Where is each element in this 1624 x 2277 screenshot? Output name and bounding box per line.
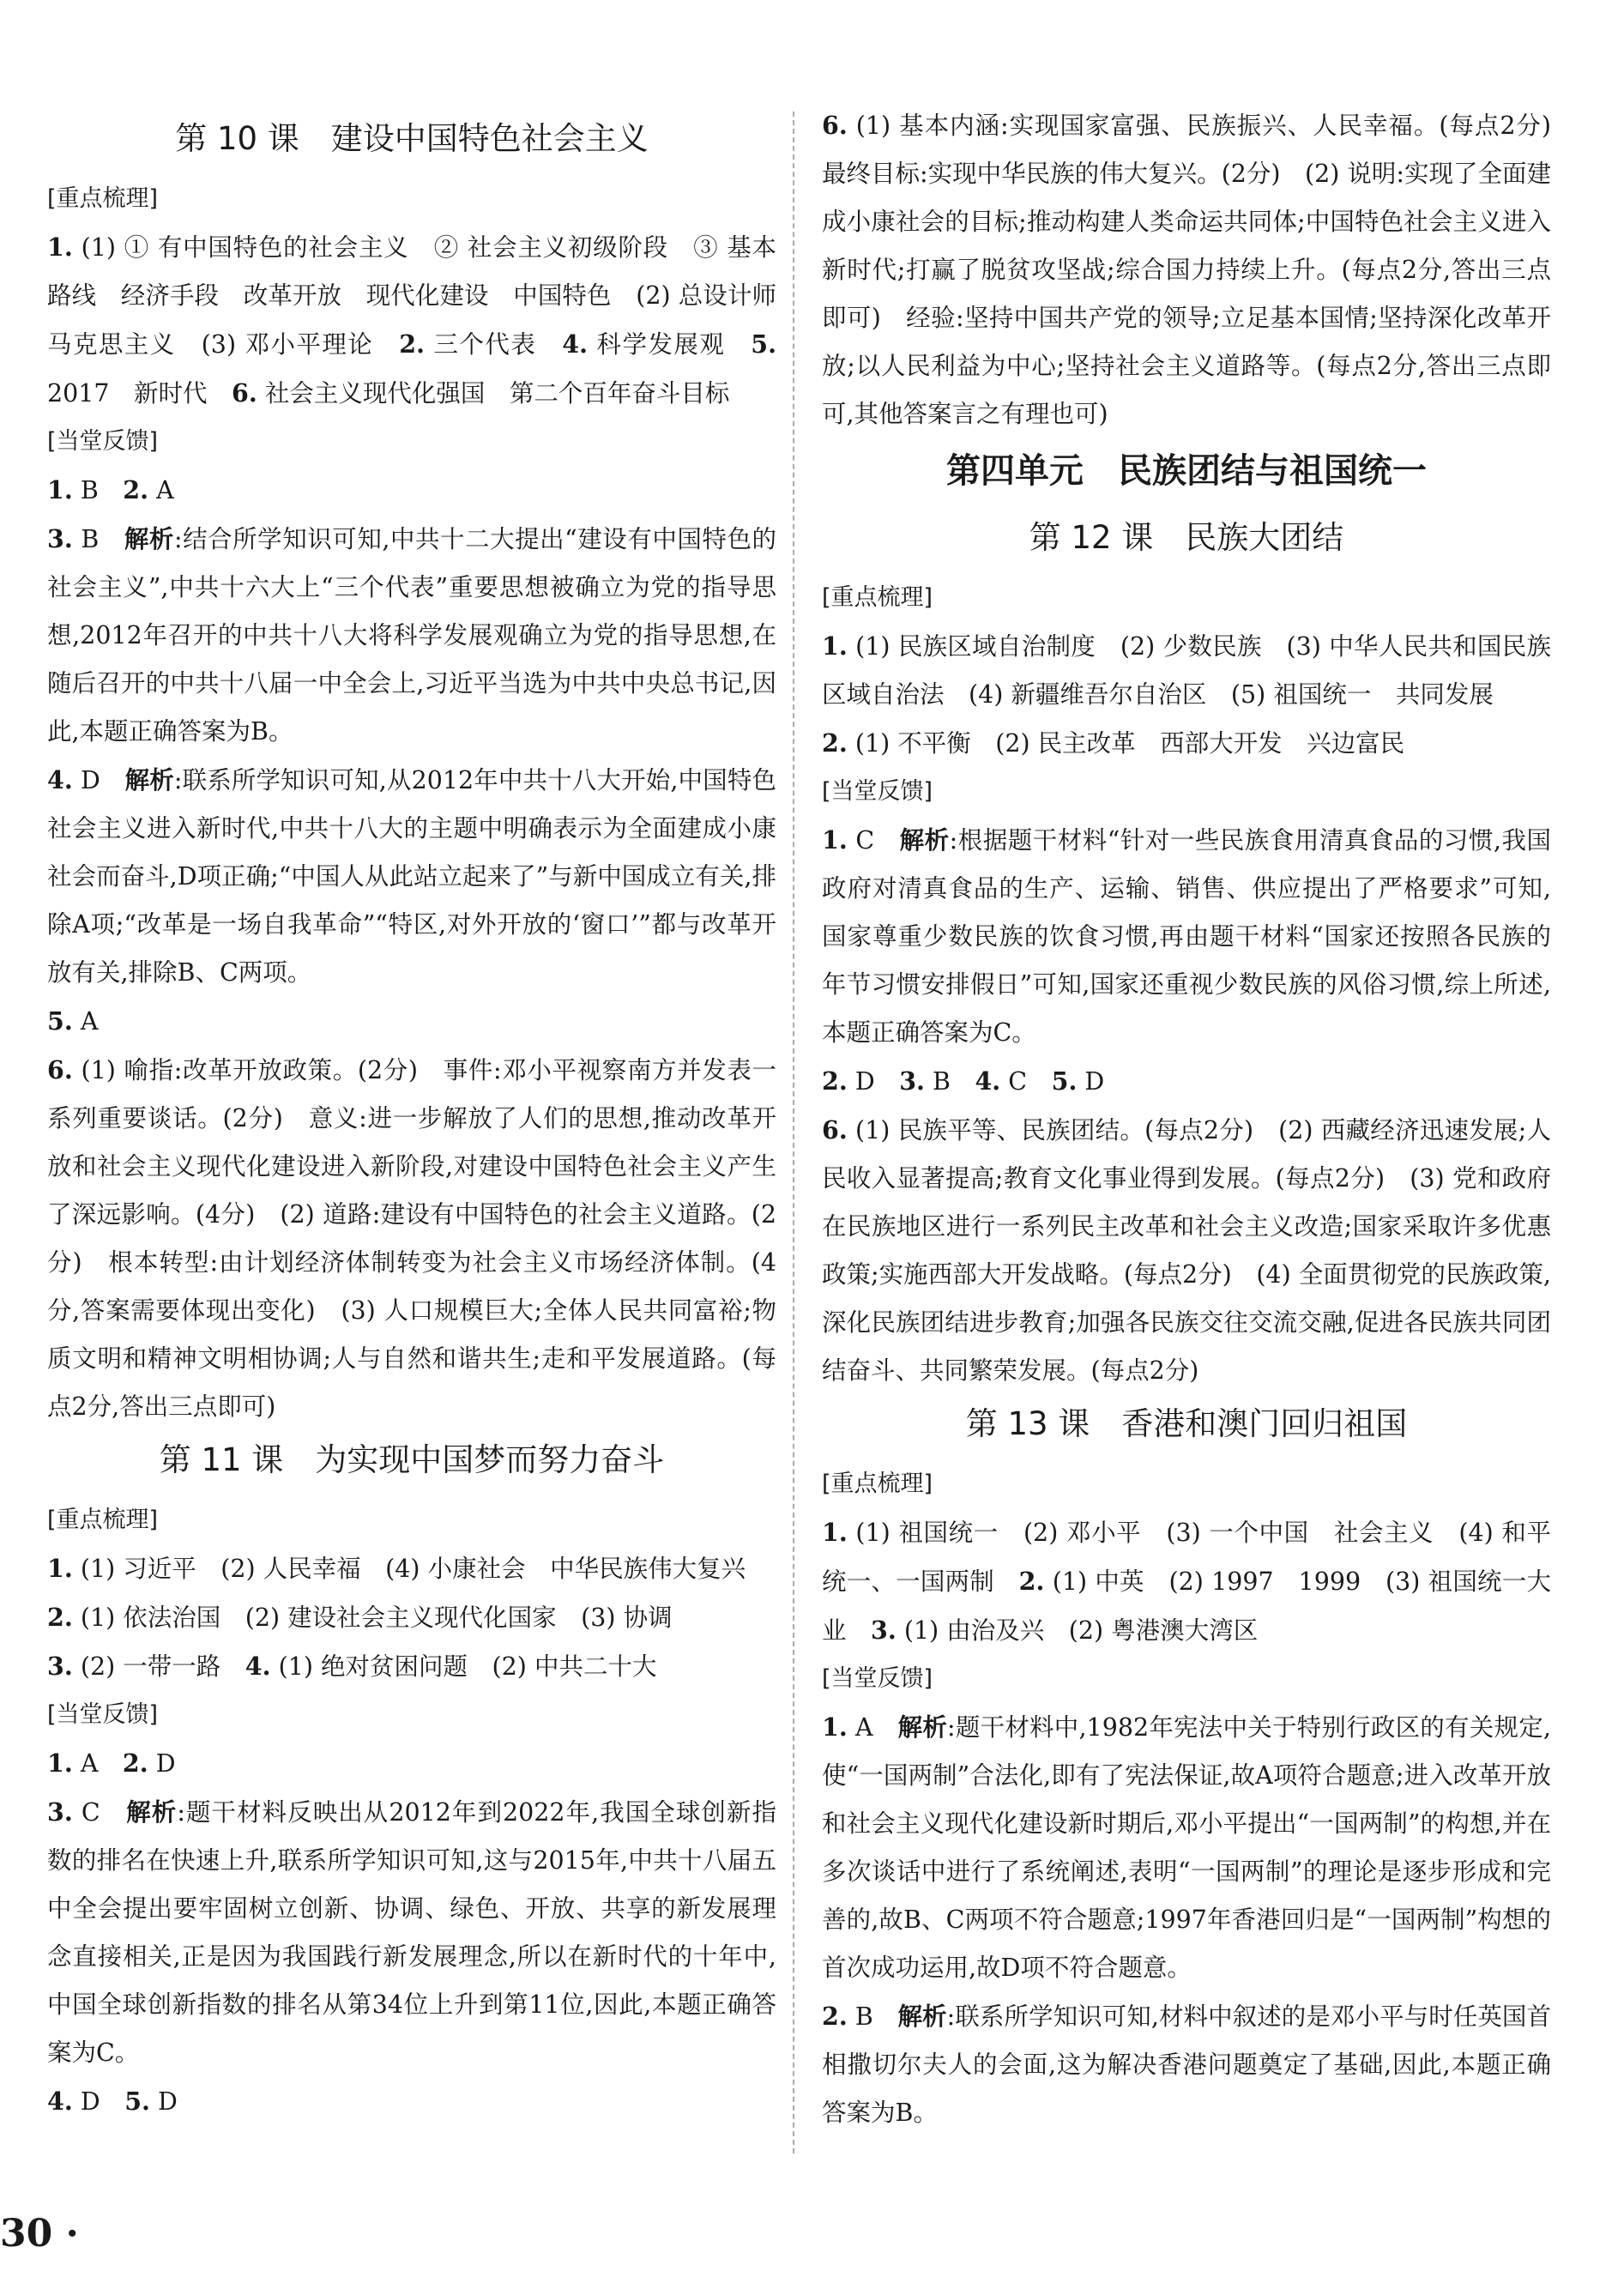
answer-text: B (72, 476, 124, 504)
answer-paragraph (47, 1046, 776, 1431)
question-number: 1. (822, 631, 848, 661)
section-heading: [重点梳理] (822, 1471, 933, 1497)
question-number: 1. (47, 475, 73, 504)
answer-text: (1) ① 有中国特色的社会主义 ② 社会主义初级阶段 ③ 基本路线 经济手段 改革开放 现代化建设 中国特色 (2) 总设计师 马克思主义 (3) 邓小平理论 (47, 233, 801, 359)
answer-text: 三个代表 (425, 330, 563, 359)
question-number: 2. (822, 2002, 848, 2031)
lesson-title: 第 10 课 建设中国特色社会主义 (175, 120, 649, 157)
section-heading: [重点梳理] (822, 584, 933, 611)
answer-paragraph (47, 466, 776, 515)
answer-text: C (1000, 1067, 1052, 1096)
answer-text: (1) 民族平等、民族团结。(每点2分) (2) 西藏经济迅速发展;人民收入显著提高;教育文化事业得到发展。(每点2分) (3) 党和政府在民族地区进行一系列民主改革和社会主义改造;国家采取许多优惠政策;实施西部大开发战略。(每点2分) (4) 全面贯彻党的民族政策,深化民族团结进步教育;加强各民族交往交流交融,促进各民族共同团结奋斗、共同繁荣发展。(每点2分) (822, 1116, 1551, 1385)
answer-text: :题干材料反映出从2012年到2022年,我国全球创新指数的排名在快速上升,联系所学知识可知,这与2015年,中共十八届五中全会提出要牢固树立创新、协调、绿色、开放、共享的新发展理念直接相关,正是因为我国践行新发展理念,所以在新时代的十年中,中国全球创新指数的排名从第34位上升到第11位,因此,本题正确答案为C。 (47, 1798, 776, 2067)
section-heading: [当堂反馈] (822, 1665, 933, 1692)
answer-paragraph (47, 515, 776, 756)
answer-text: (1) 民族区域自治制度 (2) 少数民族 (3) 中华人民共和国民族区域自治法 (4) 新疆维吾尔自治区 (5) 祖国统一 共同发展 (822, 632, 1551, 709)
question-number: 3. (899, 1066, 925, 1096)
question-number: 6. (232, 378, 257, 408)
section-heading: [当堂反馈] (47, 428, 159, 455)
answer-text: :根据题干材料“针对一些民族食用清真食品的习惯,我国政府对清真食品的生产、运输、销售、供应提出了严格要求”可知,国家尊重少数民族的饮食习惯,再由题干材料“国家还按照各民族的年节习惯安排假日”可知,国家还重视少数民族的风俗习惯,综上所述,本题正确答案为C。 (822, 826, 1551, 1047)
question-number: 6. (47, 1055, 73, 1084)
answer-text: (1) 中英 (2) 1997 1999 (3) 祖国统一大业 (822, 1567, 1551, 1645)
question-number: 5. (124, 2087, 150, 2116)
answer-text: :联系所学知识可知,材料中叙述的是邓小平与时任英国首相撒切尔夫人的会面,这为解决香港问题奠定了基础,因此,本题正确答案为B。 (822, 2002, 1551, 2127)
answer-text: D (847, 1067, 900, 1096)
answer-text: (1) 喻指:改革开放政策。(2分) 事件:邓小平视察南方并发表一系列重要谈话。(2分) 意义:进一步解放了人们的思想,推动改革开放和社会主义现代化建设进入新阶段,对建设中国特色社会主义产生了深远影响。(4分) (2) 道路:建设有中国特色的社会主义道路。(2分) 根本转型:由计划经济体制转变为社会主义市场经济体制。(4分,答案需要体现出变化) (3) 人口规模巨大;全体人民共同富裕;物质文明和精神文明相协调;人与自然和谐共生;走和平发展道路。(每点2分,答出三点即可) (47, 1056, 776, 1421)
answer-paragraph (822, 719, 1551, 768)
answer-text: D (72, 766, 125, 794)
question-number: 3. (47, 1652, 73, 1681)
answer-text: D (72, 2087, 125, 2116)
question-number: 6. (822, 1115, 848, 1145)
answer-text: B (847, 2002, 898, 2031)
answer-text: (1) 基本内涵:实现国家富强、民族振兴、人民幸福。(每点2分) 最终目标:实现中华民族的伟大复兴。(2分) (2) 说明:实现了全面建成小康社会的目标;推动构建人类命运共同体;中国特色社会主义进入新时代;打赢了脱贫攻坚战;综合国力持续上升。(每点2分,答出三点即可) 经验:坚持中国共产党的领导;立足基本国情;坚持深化改革开放;以人民利益为中心;坚持社会主义道路等。(每点2分,答出三点即可,其他答案言之有理也可) (822, 112, 1576, 428)
analysis-label: 解析 (126, 1798, 178, 1827)
answer-paragraph (822, 1106, 1551, 1395)
answer-text: C (847, 826, 900, 855)
answer-text: D (148, 1749, 176, 1778)
answer-paragraph (822, 1057, 1551, 1106)
answer-text: C (72, 1798, 127, 1827)
page-number: 30 · (0, 2212, 79, 2256)
question-number: 6. (822, 111, 848, 140)
answer-paragraph (822, 816, 1551, 1057)
question-number: 3. (47, 1797, 73, 1827)
left-column (47, 110, 801, 2126)
question-number: 2. (822, 728, 848, 758)
answer-text: B (72, 525, 124, 553)
question-number: 4. (47, 2087, 73, 2116)
answer-paragraph (822, 101, 1576, 438)
answer-text: 2017 新时代 (47, 379, 232, 408)
answer-paragraph (822, 1703, 1551, 1992)
answer-paragraph (47, 1739, 776, 1788)
answer-text: (2) 一带一路 (72, 1652, 245, 1681)
question-number: 2. (1018, 1567, 1045, 1596)
answer-text: 科学发展观 (588, 330, 752, 359)
answer-text: (1) 祖国统一 (2) 邓小平 (3) 一个中国 社会主义 (4) 和平统一、一国两制 (822, 1519, 1551, 1596)
question-number: 1. (47, 233, 73, 262)
question-number: 1. (822, 825, 848, 855)
answer-text: 社会主义现代化强国 第二个百年奋斗目标 (257, 379, 730, 408)
question-number: 4. (562, 329, 589, 359)
answer-text: (1) 绝对贫困问题 (2) 中共二十大 (270, 1652, 657, 1681)
analysis-label: 解析 (897, 1713, 948, 1742)
analysis-label: 解析 (124, 766, 174, 794)
analysis-label: 解析 (124, 525, 174, 553)
unit-title: 第四单元 民族团结与祖国统一 (946, 451, 1427, 491)
answer-paragraph (47, 756, 776, 997)
answer-text: :结合所学知识可知,中共十二大提出“建设有中国特色的社会主义”,中共十六大上“三个代表”重要思想被确立为党的指导思想,2012年召开的中共十八大将科学发展观确立为党的指导思想,在随后召开的中共十八届一中全会上,习近平当选为中共中央总书记,因此,本题正确答案为B。 (47, 525, 776, 746)
question-number: 4. (245, 1652, 271, 1681)
section-heading: [重点梳理] (47, 185, 159, 212)
answer-paragraph (47, 223, 801, 418)
question-number: 2. (123, 475, 149, 504)
question-number: 5. (47, 1006, 73, 1036)
answer-text: (1) 不平衡 (2) 民主改革 西部大开发 兴边富民 (847, 729, 1405, 758)
lesson-title: 第 12 课 民族大团结 (1029, 519, 1344, 556)
answer-paragraph (47, 1593, 776, 1642)
answer-paragraph (47, 2077, 776, 2126)
question-number: 2. (122, 1749, 148, 1778)
question-number: 1. (47, 1749, 73, 1778)
answer-paragraph (822, 622, 1551, 719)
answer-text: (1) 由治及兴 (2) 粤港澳大湾区 (896, 1616, 1259, 1645)
right-column (822, 101, 1576, 2137)
answer-text: (1) 依法治国 (2) 建设社会主义现代化国家 (3) 协调 (72, 1604, 673, 1632)
question-number: 4. (47, 765, 73, 794)
answer-text: D (1077, 1067, 1105, 1096)
answer-text: D (149, 2087, 178, 2116)
answer-paragraph (47, 997, 776, 1046)
question-number: 1. (822, 1518, 848, 1547)
question-number: 3. (871, 1616, 897, 1645)
section-heading: [重点梳理] (47, 1507, 159, 1533)
answer-paragraph (47, 1788, 776, 2077)
answer-paragraph (47, 1642, 776, 1691)
answer-paragraph (47, 1544, 776, 1593)
lesson-title: 第 13 课 香港和澳门回归祖国 (965, 1405, 1408, 1442)
section-heading: [当堂反馈] (47, 1701, 159, 1728)
answer-text: B (924, 1067, 975, 1096)
answer-text: :题干材料中,1982年宪法中关于特别行政区的有关规定,使“一国两制”合法化,即有了宪法保证,故A项符合题意;进入改革开放和社会主义现代化建设新时期后,邓小平提出“一国两制”的构想,并在多次谈话中进行了系统阐述,表明“一国两制”的理论是逐步形成和完善的,故B、C两项不符合题意;1997年香港回归是“一国两制”构想的首次成功运用,故D项不符合题意。 (822, 1713, 1551, 1982)
question-number: 2. (399, 329, 426, 359)
lesson-title: 第 11 课 为实现中国梦而努力奋斗 (159, 1441, 665, 1478)
analysis-label: 解析 (899, 826, 950, 855)
question-number: 3. (47, 524, 73, 553)
answer-text: A (72, 1007, 99, 1036)
question-number: 4. (975, 1066, 1001, 1096)
answer-text: (1) 习近平 (2) 人民幸福 (4) 小康社会 中华民族伟大复兴 (72, 1555, 746, 1583)
question-number: 5. (751, 329, 777, 359)
analysis-label: 解析 (897, 2002, 947, 2031)
question-number: 1. (47, 1554, 73, 1583)
question-number: 2. (47, 1603, 73, 1632)
section-heading: [当堂反馈] (822, 778, 933, 805)
answer-paragraph (822, 1992, 1551, 2137)
question-number: 1. (822, 1712, 848, 1742)
answer-text: A (72, 1749, 123, 1778)
question-number: 2. (822, 1066, 848, 1096)
column-divider (793, 112, 794, 2153)
answer-text: A (847, 1713, 898, 1742)
answer-paragraph (822, 1508, 1551, 1655)
question-number: 5. (1051, 1066, 1078, 1096)
answer-text: A (148, 476, 174, 504)
answer-text: :联系所学知识可知,从2012年中共十八大开始,中国特色社会主义进入新时代,中共十八大的主题中明确表示为全面建成小康社会而奋斗,D项正确;“中国人从此站立起来了”与新中国成立有关,排除A项;“改革是一场自我革命”“特区,对外开放的‘窗口’”都与改革开放有关,排除B、C两项。 (47, 766, 776, 987)
